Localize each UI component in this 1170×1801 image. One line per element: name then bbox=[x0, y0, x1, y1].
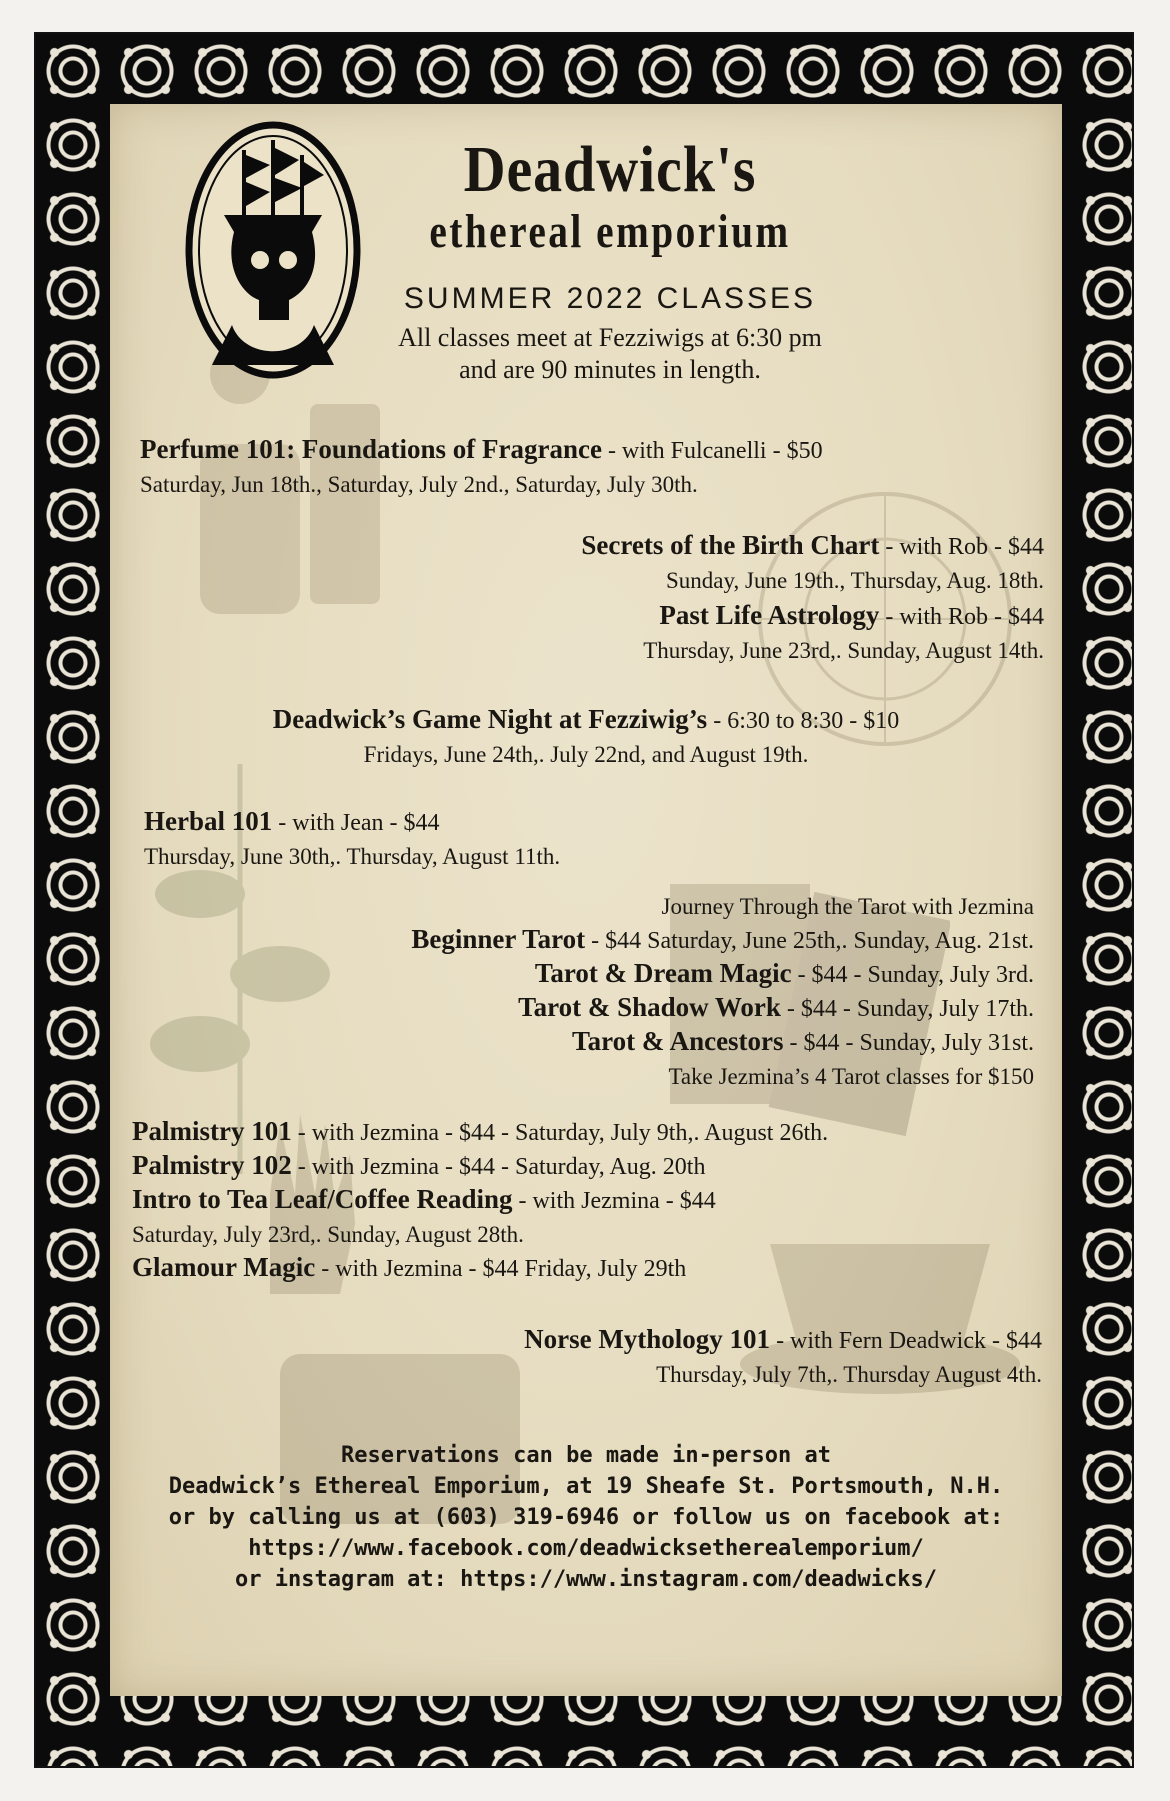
class-birth-chart bbox=[581, 530, 1044, 561]
class-title: Palmistry 102 bbox=[132, 1150, 292, 1180]
class-dates: Thursday, June 30th,. Thursday, August 11th. bbox=[144, 844, 561, 869]
class-info: - with Rob - $44 bbox=[879, 534, 1044, 560]
intro-line-1: All classes meet at Fezziwigs at 6:30 pm bbox=[398, 323, 822, 352]
poster-paper bbox=[110, 104, 1062, 1696]
class-title: Palmistry 101 bbox=[132, 1116, 292, 1146]
class-info: - with Fern Deadwick - $44 bbox=[770, 1328, 1042, 1354]
class-tarot-ancestors bbox=[572, 1026, 1034, 1057]
class-info: - $44 - Sunday, July 31st. bbox=[783, 1030, 1034, 1056]
class-info: - 6:30 to 8:30 - $10 bbox=[707, 708, 900, 734]
class-title: Past Life Astrology bbox=[659, 600, 880, 630]
class-info: - with Jezmina - $44 - Saturday, Aug. 20th bbox=[291, 1154, 706, 1180]
class-perfume-101 bbox=[140, 434, 823, 465]
reservation-address: Deadwick’s Ethereal Emporium, at 19 Sheafe St. Portsmouth, N.H. bbox=[168, 1474, 1004, 1499]
class-title: Beginner Tarot bbox=[411, 924, 586, 954]
instagram-url: or instagram at: https://www.instagram.com/deadwicks/ bbox=[235, 1567, 937, 1592]
class-info: - $44 Saturday, June 25th,. Sunday, Aug. 21st. bbox=[585, 928, 1034, 954]
class-info: - with Fulcanelli - $50 bbox=[601, 438, 823, 464]
class-title: Tarot & Dream Magic bbox=[534, 958, 792, 988]
reservation-phone: or by calling us at (603) 319-6946 or follow us on facebook at: bbox=[168, 1505, 1004, 1530]
class-palmistry-102 bbox=[132, 1150, 705, 1181]
season-subtitle: SUMMER 2022 CLASSES bbox=[403, 282, 817, 315]
class-dates: Sunday, June 19th., Thursday, Aug. 18th. bbox=[666, 568, 1044, 593]
class-info: - $44 - Sunday, July 3rd. bbox=[791, 962, 1034, 988]
brand-tagline: ethereal emporium bbox=[429, 205, 791, 258]
class-dates: Saturday, July 23rd,. Sunday, August 28th. bbox=[132, 1222, 524, 1247]
class-dates: Saturday, Jun 18th., Saturday, July 2nd., Saturday, July 30th. bbox=[140, 472, 698, 497]
facebook-url: https://www.facebook.com/deadwicksetherealemporium/ bbox=[248, 1536, 924, 1561]
class-title: Herbal 101 bbox=[144, 806, 273, 836]
class-glamour-magic bbox=[132, 1252, 686, 1283]
class-beginner-tarot bbox=[411, 924, 1034, 955]
brand-name: Deadwick's bbox=[463, 133, 757, 206]
class-tarot-shadow-work bbox=[518, 992, 1034, 1023]
class-info: - with Jezmina - $44 - Saturday, July 9th,. August 26th. bbox=[291, 1120, 829, 1146]
class-title: Norse Mythology 101 bbox=[524, 1324, 771, 1354]
class-title: Tarot & Shadow Work bbox=[518, 992, 781, 1022]
class-dates: Thursday, July 7th,. Thursday August 4th. bbox=[656, 1362, 1042, 1387]
tarot-series-heading: Journey Through the Tarot with Jezmina bbox=[661, 894, 1034, 919]
class-tea-leaf-reading bbox=[132, 1184, 716, 1215]
class-info: - with Jezmina - $44 Friday, July 29th bbox=[315, 1256, 687, 1282]
class-info: - with Rob - $44 bbox=[879, 604, 1044, 630]
reservation-line-1: Reservations can be made in-person at bbox=[340, 1443, 832, 1468]
class-title: Glamour Magic bbox=[132, 1252, 316, 1282]
class-title: Perfume 101: Foundations of Fragrance bbox=[140, 434, 602, 464]
class-palmistry-101 bbox=[132, 1116, 828, 1147]
class-title: Intro to Tea Leaf/Coffee Reading bbox=[132, 1184, 513, 1214]
class-title: Tarot & Ancestors bbox=[572, 1026, 784, 1056]
class-dates: Thursday, June 23rd,. Sunday, August 14th. bbox=[643, 638, 1044, 663]
class-info: - with Jezmina - $44 bbox=[512, 1188, 716, 1214]
class-herbal-101 bbox=[144, 806, 440, 837]
class-norse-mythology-101 bbox=[524, 1324, 1042, 1355]
tarot-bundle-offer: Take Jezmina’s 4 Tarot classes for $150 bbox=[668, 1064, 1034, 1089]
class-title: Deadwick’s Game Night at Fezziwig’s bbox=[272, 704, 708, 734]
class-dates: Fridays, June 24th,. July 22nd, and August 19th. bbox=[363, 742, 809, 767]
class-tarot-dream-magic bbox=[535, 958, 1034, 989]
class-past-life-astrology bbox=[659, 600, 1044, 631]
intro-line-2: and are 90 minutes in length. bbox=[459, 355, 761, 384]
class-info: - with Jean - $44 bbox=[272, 810, 440, 836]
class-title: Secrets of the Birth Chart bbox=[581, 530, 880, 560]
ship-skull-logo bbox=[184, 120, 362, 380]
class-info: - $44 - Sunday, July 17th. bbox=[780, 996, 1034, 1022]
event-game-night bbox=[110, 704, 1062, 735]
